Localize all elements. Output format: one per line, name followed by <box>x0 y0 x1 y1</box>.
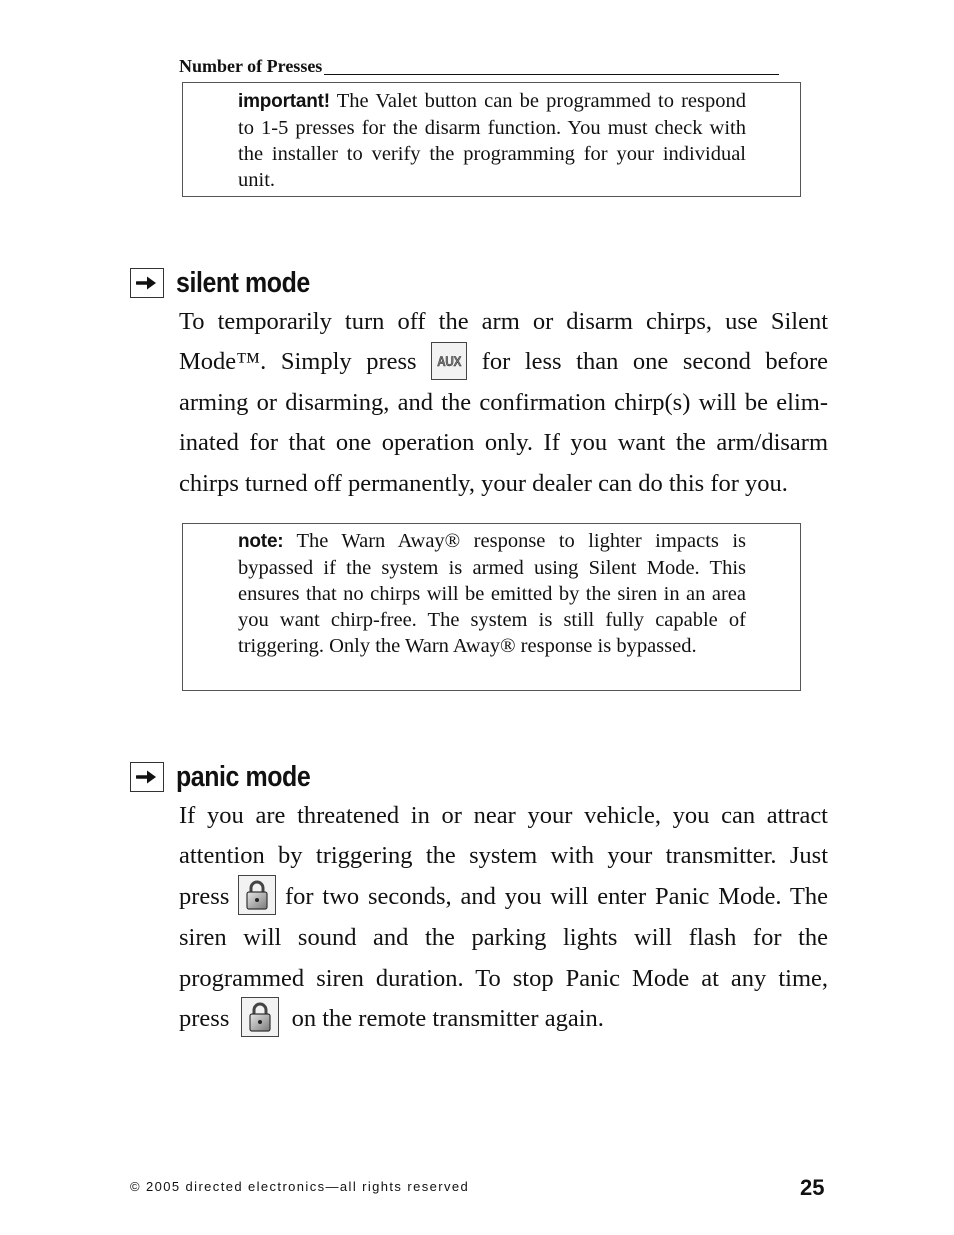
line-segment: for less than one second before <box>481 348 828 376</box>
note-label: note: <box>238 531 284 552</box>
panic-mode-paragraph <box>179 796 828 1040</box>
paragraph-line <box>179 999 828 1040</box>
number-of-presses-line <box>179 56 779 77</box>
footer-copyright: © 2005 directed electronics—all rights reserved <box>130 1179 470 1194</box>
silent-mode-title: silent mode <box>176 266 310 299</box>
paragraph-line: To temporarily turn off the arm or disarm chirps, use Silent <box>179 308 828 335</box>
note-callout <box>182 523 801 691</box>
paragraph-line: chirps turned off permanently, your dealer can do this for you. <box>179 469 788 497</box>
paragraph-line: arming or disarming, and the confirmation chirp(s) will be elim- <box>179 388 828 416</box>
note-body: The Warn Away® response to lighter impacts is bypassed if the system is armed using Silent Mode. This ensures that no chirps will be emitted by the siren in an area you want chirp-free. The system is still fully capable of triggering. Only the Warn Away® response is bypassed. <box>238 530 746 657</box>
aux-button-label: AUX <box>437 352 462 369</box>
important-body: The Valet button can be programmed to respond to 1-5 presses for the disarm function. You must check with the installer to verify the programming for your individual unit. <box>238 90 746 191</box>
silent-mode-heading <box>130 266 332 300</box>
silent-mode-paragraph <box>179 302 828 504</box>
aux-button-icon <box>431 342 467 380</box>
important-callout <box>182 82 801 197</box>
panic-mode-title: panic mode <box>176 760 311 793</box>
page-number: 25 <box>800 1175 825 1200</box>
paragraph-line <box>179 877 828 918</box>
line-segment: on the remote transmitter again. <box>291 1005 604 1032</box>
line-segment: press <box>179 1005 230 1032</box>
number-of-presses-label: Number of Presses <box>179 56 323 76</box>
paragraph-line: siren will sound and the parking lights will flash for the <box>179 924 828 952</box>
line-segment: press <box>179 882 230 910</box>
lock-icon <box>238 875 276 915</box>
arrow-right-icon <box>130 268 164 298</box>
important-callout-text <box>238 88 746 193</box>
note-callout-text <box>238 528 746 659</box>
line-segment: for two seconds, and you will enter Panic Mode. The <box>285 882 829 910</box>
paragraph-line: programmed siren duration. To stop Panic Mode at any time, <box>179 964 828 992</box>
paragraph-line <box>179 342 828 382</box>
paragraph-line: inated for that one operation only. If you want the arm/disarm <box>179 429 828 457</box>
paragraph-line: If you are threatened in or near your vehicle, you can attract <box>179 802 828 829</box>
line-segment: Mode™. Simply press <box>179 348 417 376</box>
panic-mode-heading <box>130 760 332 794</box>
lock-icon <box>241 997 279 1037</box>
important-label: important! <box>238 91 330 112</box>
paragraph-line: attention by triggering the system with your transmitter. Just <box>179 842 828 870</box>
arrow-right-icon <box>130 762 164 792</box>
fill-in-blank <box>324 74 779 75</box>
